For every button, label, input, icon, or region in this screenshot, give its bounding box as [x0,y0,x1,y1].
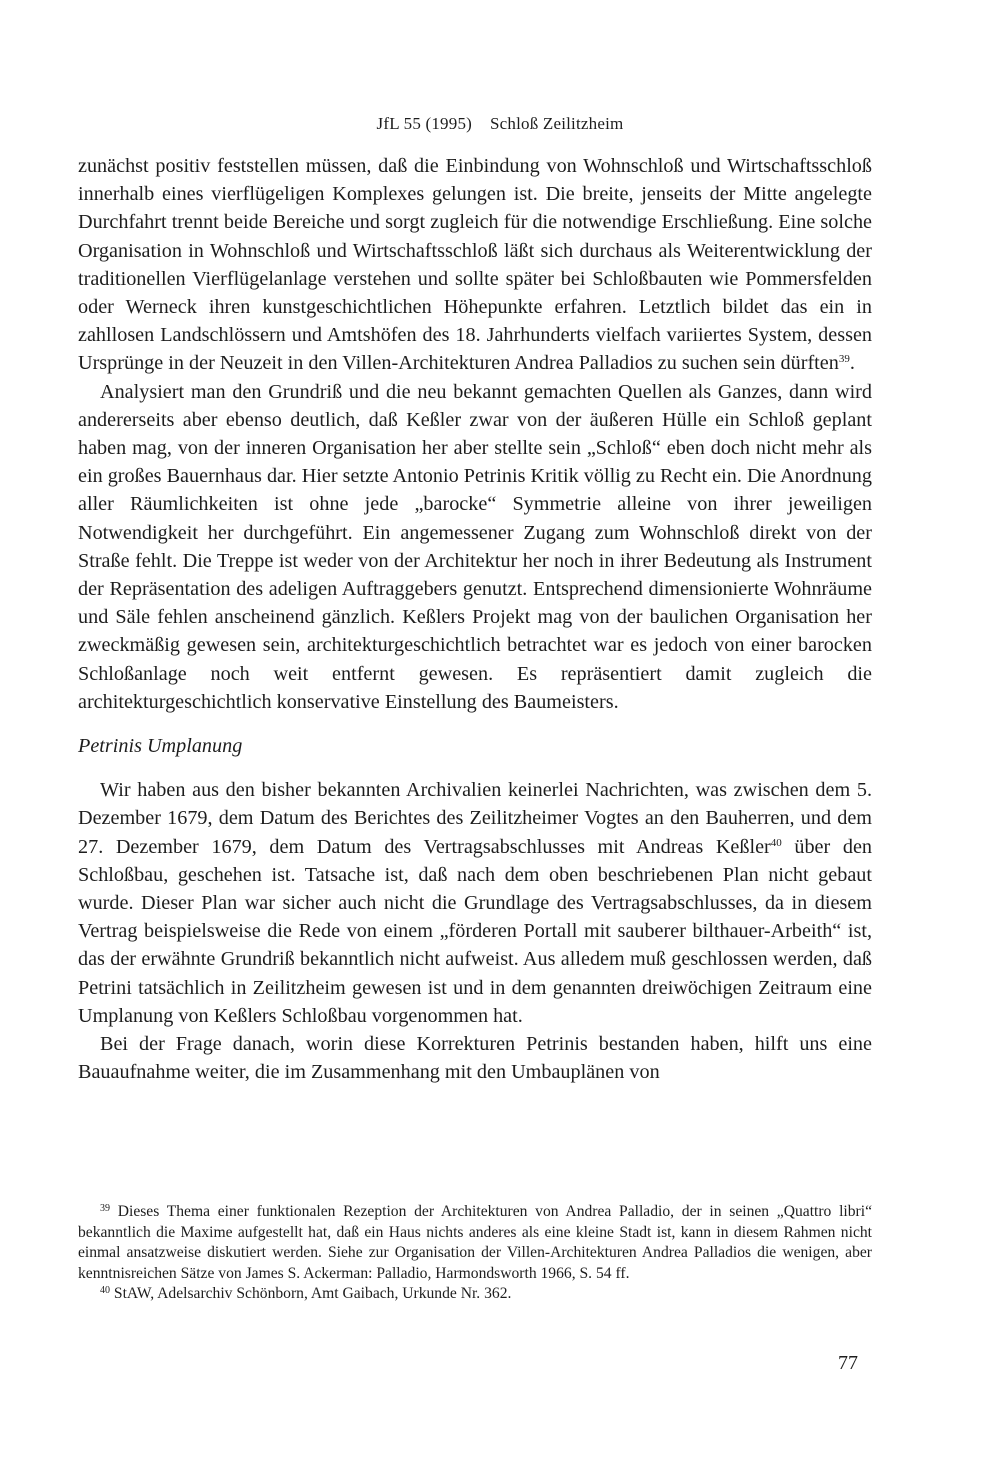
footnote-ref[interactable]: 40 [770,836,782,849]
footnotes [78,1202,872,1305]
footnote: $^{39}$ Dieses Thema einer funktionalen Rezeption der Architekturen von Andrea Palladio, der in seinen „Quattro libri“ bekanntlich die Maxime aufgestellt hat, daß ein Haus nichts anderes als eine kleine Stadt ist, kann in diesem Rahmen nicht einmal ansatzweise diskutiert werden. Siehe zur Organisation der Villen-Architekturen Andrea Palladios die wenigen, aber kenntnisreichen Sätze von James S. Ackerman: Palladio, Harmondsworth 1966, S. 54 ff. [78,1203,872,1282]
footnote-number: 39 [100,1203,110,1214]
paragraph: Bei der Frage danach, worin diese Korrekturen Petrinis bestanden haben, hilft uns eine Bauaufnahme weiter, die im Zusammenhang mit den Umbauplänen von [78,1033,872,1084]
footnote-number: 40 [100,1285,110,1296]
footnote-ref[interactable]: 39 [838,353,850,366]
page-number: 77 [838,1352,858,1374]
running-header [0,114,1000,134]
paragraph: zunächst positiv feststellen müssen, daß die Einbindung von Wohnschloß und Wirtschaftsschloß innerhalb eines vierflügeligen Komplexes gelungen ist. Die breite, jenseits der Mitte angelegte Durchfahrt trennt beide Bereiche und sorgt zugleich für die notwendige Erschließung. Eine solche Organisation in Wohnschloß und Wirtschaftsschloß läßt sich durchaus als Weiterentwicklung der traditionellen Vierflügelanlage verstehen und sollte später bei Schloßbauten wie Pommersfelden oder Werneck ihren kunstgeschichtlichen Höhepunkte erfahren. Letztlich bildet das ein in zahllosen Landschlössern und Amtshöfen des 18. Jahrhunderts vielfach variiertes System, dessen Ursprünge in der Neuzeit in den Villen-Architekturen Andrea Palladios zu suchen sein dürften$^{39}$. [78,155,872,375]
running-title: Schloß Zeilitzheim [490,114,624,133]
footnote: $^{40}$ StAW, Adelsarchiv Schönborn, Amt Gaibach, Urkunde Nr. 362. [100,1285,512,1302]
paragraph: Analysiert man den Grundriß und die neu bekannt gemachten Quellen als Ganzes, dann wird andererseits aber ebenso deutlich, daß Keßler zwar von der äußeren Hülle ein Schloß geplant haben mag, von der inneren Organisation her aber stellte sein „Schloß“ eben doch nicht mehr als ein großes Bauernhaus dar. Hier setzte Antonio Petrinis Kritik völlig zu Recht ein. Die Anordnung aller Räumlichkeiten ist ohne jede „barocke“ Symmetrie alleine von ihrer jeweiligen Notwendigkeit her durchgeführt. Ein angemessener Zugang zum Wohnschloß direkt von der Straße fehlt. Die Treppe ist weder von der Architektur her noch in ihrer Bedeutung als Instrument der Repräsentation des adeligen Auftraggebers genutzt. Entsprechend dimensionierte Wohnräume und Säle fehlen anscheinend gänzlich. Keßlers Projekt mag von der baulichen Organisation her zweckmäßig gewesen sein, architekturgeschichtlich betrachtet war es jedoch von einer barocken Schloßanlage noch weit entfernt gewesen. Es repräsentiert damit zugleich die architekturgeschichtlich konservative Einstellung des Baumeisters. [78,380,872,713]
main-text [78,152,872,1087]
section-heading: Petrinis Umplanung [78,735,243,758]
paragraph: Wir haben aus den bisher bekannten Archivalien keinerlei Nachrichten, was zwischen dem 5. Dezember 1679, dem Datum des Berichtes des Zeilitzheimer Vogtes an den Bauherren, und dem 27. Dezember 1679, dem Datum des Vertragsabschlusses mit Andreas Keßler$^{40}$ über den Schloßbau, geschehen ist. Tatsache ist, daß nach dem oben beschriebenen Plan nicht gebaut wurde. Dieser Plan war sicher auch nicht die Grundlage des Vertragsabschlusses, da in diesem Vertrag beispielsweise die Rede von einem „förderen Portall mit sauberer bilthauer-Arbeith“ ist, das der erwähnte Grundriß bekanntlich nicht aufweist. Aus alledem muß geschlossen werden, daß Petrini tatsächlich in Zeilitzheim gewesen ist und in dem genannten dreiwöchigen Zeitraum eine Umplanung von Keßlers Schloßbau vorgenommen hat. [78,779,872,1027]
journal-reference: JfL 55 (1995) [376,114,472,133]
